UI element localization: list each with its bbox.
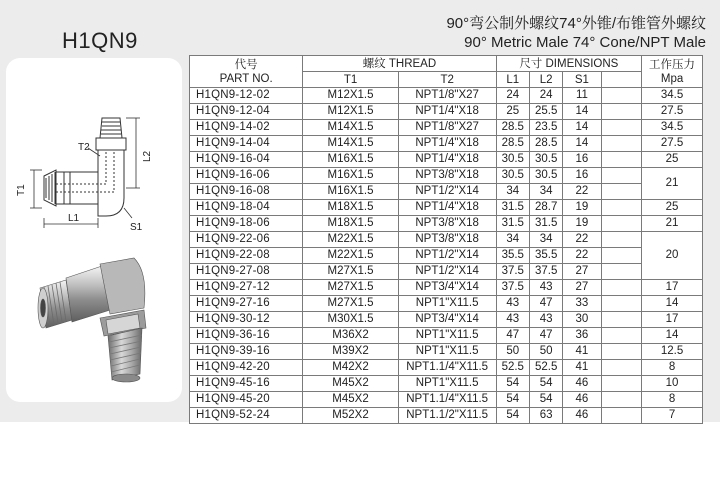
dim-label-l2: L2	[142, 150, 153, 162]
cell-part-no: H1QN9-22-08	[190, 248, 303, 264]
cell-part-no: H1QN9-39-16	[190, 344, 303, 360]
cell-blank	[601, 392, 642, 408]
cell-l2: 24	[529, 88, 562, 104]
cell-t2: NPT1/8"X27	[398, 120, 496, 136]
cell-t1: M30X1.5	[303, 312, 398, 328]
cell-blank	[601, 232, 642, 248]
cell-l1: 52.5	[496, 360, 529, 376]
cell-part-no: H1QN9-22-06	[190, 232, 303, 248]
cell-l2: 35.5	[529, 248, 562, 264]
cell-pressure: 14	[642, 328, 703, 344]
header-s1: S1	[563, 72, 601, 88]
cell-l1: 43	[496, 296, 529, 312]
cell-l2: 47	[529, 328, 562, 344]
cell-s1: 11	[563, 88, 601, 104]
cell-part-no: H1QN9-42-20	[190, 360, 303, 376]
cell-l2: 52.5	[529, 360, 562, 376]
cell-t2: NPT1"X11.5	[398, 296, 496, 312]
cell-pressure: 7	[642, 408, 703, 424]
cell-l1: 54	[496, 408, 529, 424]
cell-pressure: 8	[642, 360, 703, 376]
cell-t1: M42X2	[303, 360, 398, 376]
table-row	[190, 344, 703, 360]
cell-s1: 27	[563, 280, 601, 296]
technical-drawing	[44, 118, 126, 216]
cell-s1: 22	[563, 248, 601, 264]
header-part-en: PART NO.	[219, 72, 273, 85]
table-row	[190, 104, 703, 120]
table-row	[190, 248, 703, 264]
table-row	[190, 184, 703, 200]
cell-l2: 54	[529, 392, 562, 408]
cell-t1: M45X2	[303, 392, 398, 408]
cell-pressure: 34.5	[642, 120, 703, 136]
cell-l1: 31.5	[496, 216, 529, 232]
product-title-en: 90° Metric Male 74° Cone/NPT Male	[464, 34, 706, 51]
cell-t2: NPT3/8"X18	[398, 168, 496, 184]
cell-l1: 24	[496, 88, 529, 104]
cell-t2: NPT1"X11.5	[398, 376, 496, 392]
cell-t1: M36X2	[303, 328, 398, 344]
cell-blank	[601, 264, 642, 280]
cell-l2: 54	[529, 376, 562, 392]
cell-pressure: 12.5	[642, 344, 703, 360]
cell-part-no: H1QN9-14-02	[190, 120, 303, 136]
cell-l2: 50	[529, 344, 562, 360]
cell-t2: NPT1"X11.5	[398, 328, 496, 344]
header-pressure	[642, 56, 703, 88]
cell-l2: 43	[529, 312, 562, 328]
cell-part-no: H1QN9-12-04	[190, 104, 303, 120]
product-image-card	[6, 58, 182, 402]
cell-t1: M45X2	[303, 376, 398, 392]
product-title-zh: 90°弯公制外螺纹74°外锥/布锥管外螺纹	[446, 15, 706, 32]
cell-l2: 31.5	[529, 216, 562, 232]
cell-l2: 34	[529, 184, 562, 200]
cell-l1: 37.5	[496, 280, 529, 296]
dim-label-l1: L1	[68, 213, 80, 224]
table-row	[190, 280, 703, 296]
cell-l2: 25.5	[529, 104, 562, 120]
cell-s1: 16	[563, 168, 601, 184]
cell-blank	[601, 328, 642, 344]
header-part-no	[190, 56, 303, 88]
cell-s1: 30	[563, 312, 601, 328]
fitting-photo	[38, 258, 146, 382]
cell-blank	[601, 280, 642, 296]
cell-t2: NPT1/2"X14	[398, 248, 496, 264]
cell-pressure: 21	[642, 216, 703, 232]
cell-s1: 46	[563, 376, 601, 392]
cell-part-no: H1QN9-45-16	[190, 376, 303, 392]
cell-pressure: 27.5	[642, 104, 703, 120]
cell-l2: 43	[529, 280, 562, 296]
cell-s1: 36	[563, 328, 601, 344]
cell-pressure: 14	[642, 296, 703, 312]
header-part-zh: 代号	[234, 58, 258, 71]
cell-pressure: 25	[642, 200, 703, 216]
cell-l2: 37.5	[529, 264, 562, 280]
product-title	[446, 14, 706, 52]
cell-l2: 28.5	[529, 136, 562, 152]
cell-t1: M16X1.5	[303, 168, 398, 184]
cell-part-no: H1QN9-18-06	[190, 216, 303, 232]
cell-t2: NPT3/8"X18	[398, 216, 496, 232]
cell-blank	[601, 344, 642, 360]
cell-l1: 37.5	[496, 264, 529, 280]
cell-blank	[601, 104, 642, 120]
cell-l1: 54	[496, 376, 529, 392]
cell-part-no: H1QN9-12-02	[190, 88, 303, 104]
cell-blank	[601, 408, 642, 424]
header-blank	[601, 72, 642, 88]
cell-t2: NPT1.1/4"X11.5	[398, 392, 496, 408]
cell-part-no: H1QN9-45-20	[190, 392, 303, 408]
cell-part-no: H1QN9-36-16	[190, 328, 303, 344]
cell-t1: M12X1.5	[303, 104, 398, 120]
table-row	[190, 120, 703, 136]
cell-s1: 46	[563, 392, 601, 408]
header-pressure-zh: 工作压力	[649, 58, 696, 71]
cell-blank	[601, 360, 642, 376]
header-dimensions: 尺寸 DIMENSIONS	[496, 56, 642, 72]
cell-t1: M16X1.5	[303, 152, 398, 168]
cell-blank	[601, 200, 642, 216]
cell-blank	[601, 152, 642, 168]
cell-part-no: H1QN9-27-08	[190, 264, 303, 280]
cell-pressure: 34.5	[642, 88, 703, 104]
cell-blank	[601, 296, 642, 312]
cell-blank	[601, 136, 642, 152]
cell-t1: M27X1.5	[303, 296, 398, 312]
cell-s1: 41	[563, 344, 601, 360]
cell-l1: 31.5	[496, 200, 529, 216]
cell-l2: 30.5	[529, 168, 562, 184]
cell-t1: M39X2	[303, 344, 398, 360]
cell-t2: NPT1/4"X18	[398, 152, 496, 168]
cell-part-no: H1QN9-27-12	[190, 280, 303, 296]
cell-s1: 22	[563, 184, 601, 200]
table-row	[190, 136, 703, 152]
table-row	[190, 88, 703, 104]
cell-t2: NPT1.1/2"X11.5	[398, 408, 496, 424]
cell-l1: 30.5	[496, 168, 529, 184]
table-row	[190, 408, 703, 424]
table-row	[190, 200, 703, 216]
cell-t2: NPT1/2"X14	[398, 264, 496, 280]
cell-blank	[601, 88, 642, 104]
cell-t1: M52X2	[303, 408, 398, 424]
cell-t2: NPT1"X11.5	[398, 344, 496, 360]
table-row	[190, 168, 703, 184]
cell-t2: NPT3/8"X18	[398, 232, 496, 248]
cell-l2: 34	[529, 232, 562, 248]
cell-t2: NPT1/8"X27	[398, 88, 496, 104]
cell-s1: 22	[563, 232, 601, 248]
header-thread: 螺纹 THREAD	[303, 56, 496, 72]
cell-t2: NPT3/4"X14	[398, 312, 496, 328]
cell-t2: NPT1/4"X18	[398, 104, 496, 120]
table-row	[190, 392, 703, 408]
dimensions-table	[189, 55, 703, 424]
cell-part-no: H1QN9-27-16	[190, 296, 303, 312]
table-row	[190, 360, 703, 376]
table-row	[190, 152, 703, 168]
cell-s1: 14	[563, 104, 601, 120]
cell-pressure: 20	[642, 232, 703, 280]
fitting-illustration	[6, 58, 182, 402]
dim-label-t1: T1	[16, 184, 27, 196]
cell-blank	[601, 216, 642, 232]
cell-blank	[601, 376, 642, 392]
cell-l1: 34	[496, 232, 529, 248]
table-row	[190, 232, 703, 248]
cell-part-no: H1QN9-52-24	[190, 408, 303, 424]
dim-label-t2: T2	[78, 142, 90, 153]
cell-l1: 28.5	[496, 136, 529, 152]
table-row	[190, 216, 703, 232]
table-row	[190, 376, 703, 392]
cell-l2: 47	[529, 296, 562, 312]
cell-part-no: H1QN9-18-04	[190, 200, 303, 216]
cell-t2: NPT3/4"X14	[398, 280, 496, 296]
cell-t1: M18X1.5	[303, 216, 398, 232]
cell-t1: M27X1.5	[303, 264, 398, 280]
cell-l1: 47	[496, 328, 529, 344]
dim-label-s1: S1	[130, 222, 143, 233]
cell-s1: 33	[563, 296, 601, 312]
table-row	[190, 328, 703, 344]
cell-s1: 27	[563, 264, 601, 280]
cell-pressure: 27.5	[642, 136, 703, 152]
cell-pressure: 25	[642, 152, 703, 168]
cell-l2: 30.5	[529, 152, 562, 168]
cell-pressure: 17	[642, 312, 703, 328]
cell-t1: M16X1.5	[303, 184, 398, 200]
header-t1: T1	[303, 72, 398, 88]
cell-t1: M18X1.5	[303, 200, 398, 216]
cell-pressure: 21	[642, 168, 703, 200]
cell-blank	[601, 184, 642, 200]
cell-l1: 28.5	[496, 120, 529, 136]
cell-l1: 34	[496, 184, 529, 200]
cell-l1: 30.5	[496, 152, 529, 168]
cell-l2: 23.5	[529, 120, 562, 136]
cell-t2: NPT1.1/4"X11.5	[398, 360, 496, 376]
cell-t2: NPT1/4"X18	[398, 200, 496, 216]
cell-t1: M12X1.5	[303, 88, 398, 104]
cell-s1: 14	[563, 136, 601, 152]
cell-s1: 46	[563, 408, 601, 424]
cell-s1: 16	[563, 152, 601, 168]
cell-pressure: 17	[642, 280, 703, 296]
cell-s1: 14	[563, 120, 601, 136]
cell-t1: M14X1.5	[303, 120, 398, 136]
cell-l1: 35.5	[496, 248, 529, 264]
cell-s1: 41	[563, 360, 601, 376]
cell-part-no: H1QN9-16-06	[190, 168, 303, 184]
cell-s1: 19	[563, 216, 601, 232]
cell-pressure: 8	[642, 392, 703, 408]
cell-l2: 63	[529, 408, 562, 424]
cell-blank	[601, 312, 642, 328]
cell-l1: 43	[496, 312, 529, 328]
table-row	[190, 264, 703, 280]
cell-t2: NPT1/4"X18	[398, 136, 496, 152]
header-l1: L1	[496, 72, 529, 88]
cell-l1: 54	[496, 392, 529, 408]
header-pressure-unit: Mpa	[660, 72, 684, 85]
cell-t1: M14X1.5	[303, 136, 398, 152]
cell-l1: 25	[496, 104, 529, 120]
table-row	[190, 296, 703, 312]
cell-t1: M22X1.5	[303, 232, 398, 248]
cell-t2: NPT1/2"X14	[398, 184, 496, 200]
cell-s1: 19	[563, 200, 601, 216]
cell-blank	[601, 248, 642, 264]
table-row	[190, 312, 703, 328]
cell-blank	[601, 120, 642, 136]
header-l2: L2	[529, 72, 562, 88]
header-t2: T2	[398, 72, 496, 88]
cell-t1: M22X1.5	[303, 248, 398, 264]
cell-l2: 28.7	[529, 200, 562, 216]
cell-part-no: H1QN9-30-12	[190, 312, 303, 328]
cell-part-no: H1QN9-16-08	[190, 184, 303, 200]
cell-pressure: 10	[642, 376, 703, 392]
cell-l1: 50	[496, 344, 529, 360]
cell-blank	[601, 168, 642, 184]
cell-part-no: H1QN9-16-04	[190, 152, 303, 168]
cell-part-no: H1QN9-14-04	[190, 136, 303, 152]
cell-t1: M27X1.5	[303, 280, 398, 296]
model-title: H1QN9	[62, 28, 138, 53]
